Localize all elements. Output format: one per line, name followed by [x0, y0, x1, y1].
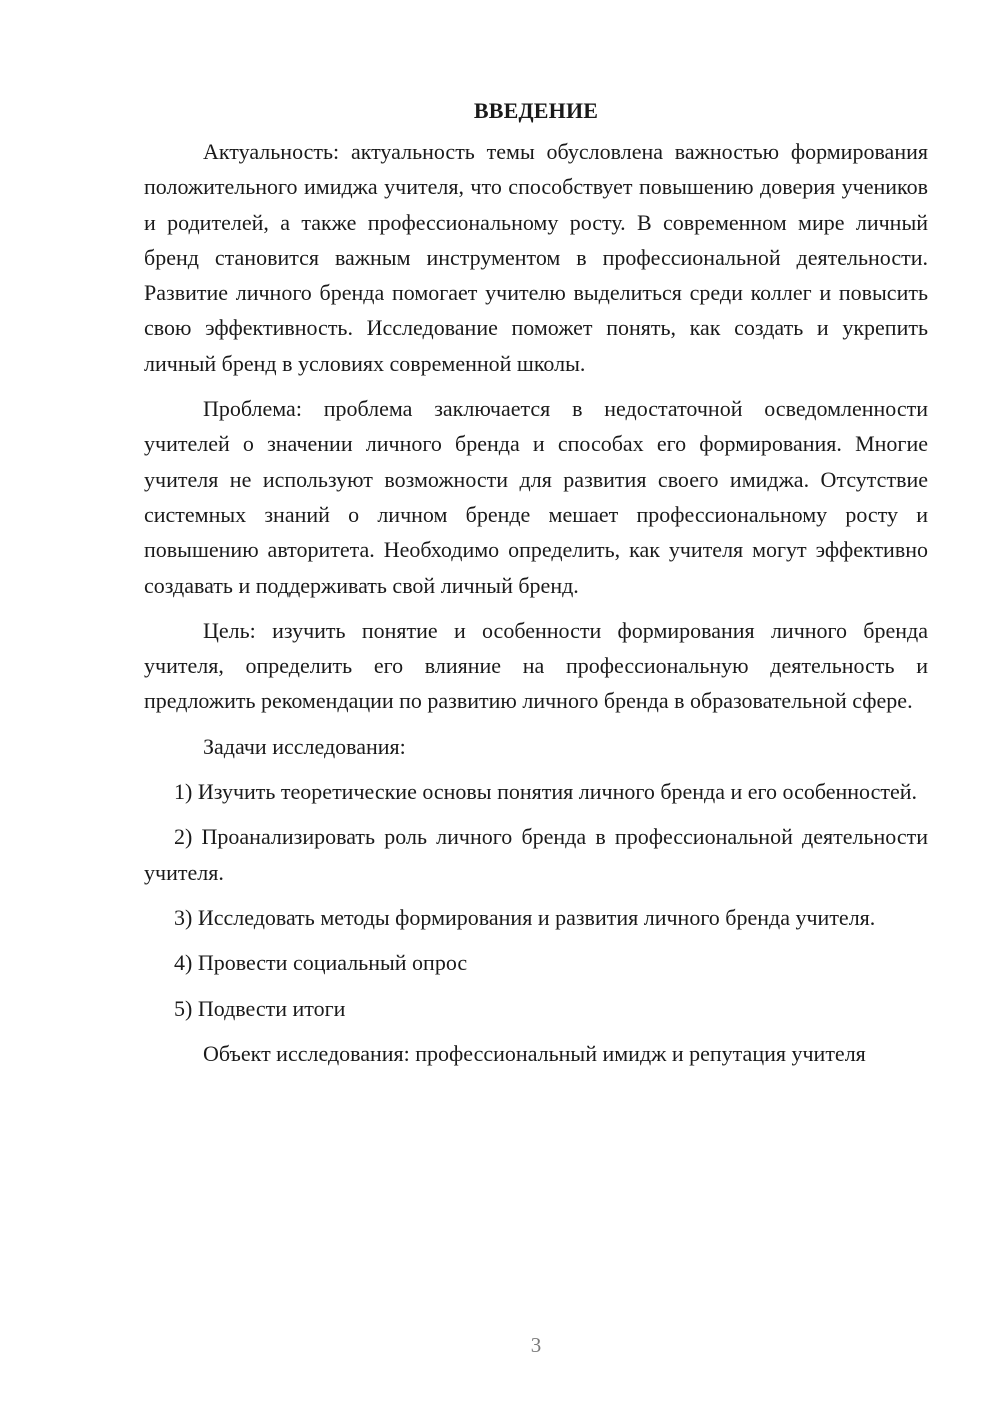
object-paragraph: Объект исследования: профессиональный имидж и репутация учителя	[203, 1040, 866, 1066]
task-item-5: 5) Подвести итоги	[174, 995, 346, 1021]
task-item-2: 2) Проанализировать роль личного бренда в профессиональной деятельности учителя.	[144, 824, 928, 885]
page-body	[144, 96, 928, 1081]
tasks-title: Задачи исследования:	[203, 733, 406, 759]
section-heading: ВВЕДЕНИЕ	[473, 98, 599, 123]
goal-paragraph: Цель: изучить понятие и особенности формирования личного бренда учителя, определить его влияние на профессиональную деятельность и предложить рекомендации по развитию личного бренда в образовательной сфере.	[144, 617, 928, 714]
task-item-1: 1) Изучить теоретические основы понятия личного бренда и его особенностей.	[174, 779, 918, 805]
page-number: 3	[530, 1333, 542, 1357]
task-item-3: 3) Исследовать методы формирования и развития личного бренда учителя.	[174, 904, 876, 930]
task-item-4: 4) Провести социальный опрос	[174, 950, 468, 976]
problem-paragraph: Проблема: проблема заключается в недостаточной осведомленности учителей о значении личного бренда и способах его формирования. Многие учителя не используют возможности для развития своего имиджа. Отсутствие системных знаний о личном бренде мешает профессиональному росту и повышению авторитета. Необходимо определить, как учителя могут эффективно создавать и поддерживать свой личный бренд.	[144, 396, 928, 598]
relevance-paragraph: Актуальность: актуальность темы обусловлена важностью формирования положительного имиджа учителя, что способствует повышению доверия учеников и родителей, а также профессиональному росту. В современном мире личный бренд становится важным инструментом в профессиональной деятельности. Развитие личного бренда помогает учителю выделиться среди коллег и повысить свою эффективность. Исследование поможет понять, как создать и укрепить личный бренд в условиях современной школы.	[144, 139, 928, 376]
